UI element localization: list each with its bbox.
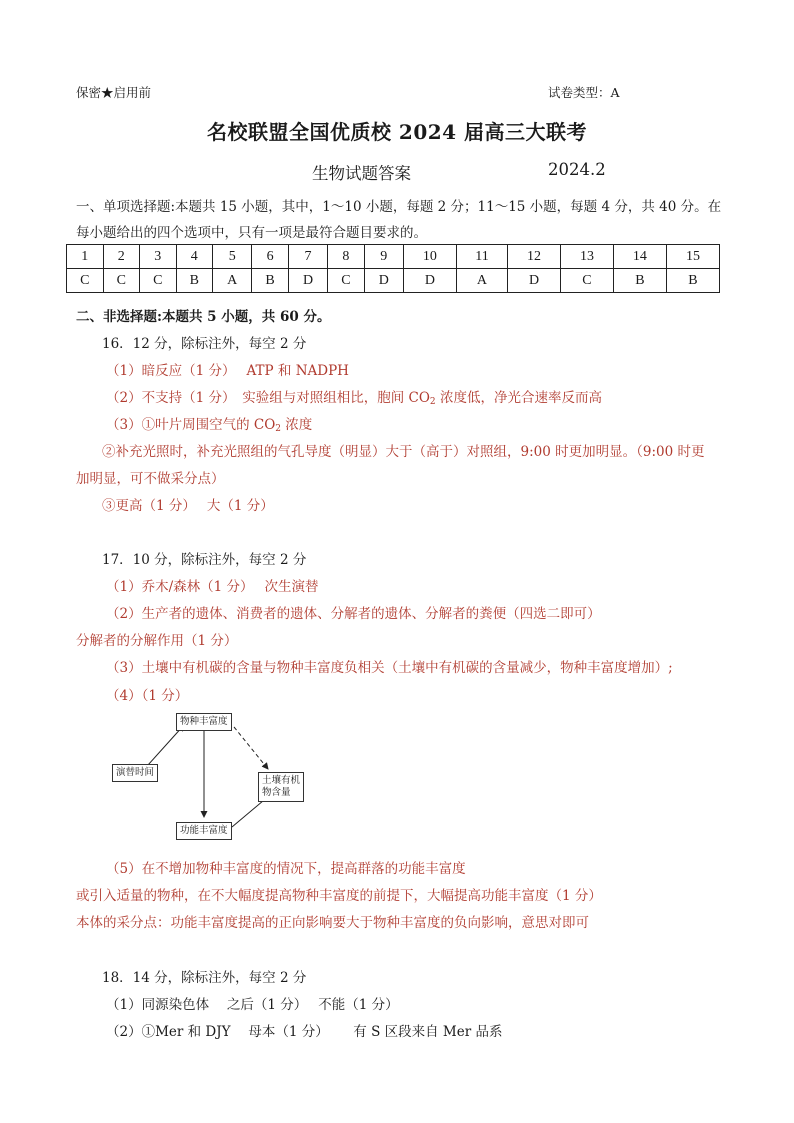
diagram-node-succession-time: 演替时间 bbox=[112, 764, 158, 782]
q17-answer-4: （4）（1 分） bbox=[106, 688, 189, 704]
answer-cell: C bbox=[328, 269, 365, 293]
arrow-species-to-soil-dashed bbox=[234, 727, 268, 769]
answer-cell: B bbox=[176, 269, 213, 293]
paper-type-label: 试卷类型：A bbox=[548, 85, 620, 100]
answer-cell: B bbox=[666, 269, 719, 293]
answer-cell: C bbox=[140, 269, 177, 293]
soil-label-line2: 物含量 bbox=[262, 787, 291, 798]
q16-answer-2-text-end: 浓度低，净光合速率反而高 bbox=[435, 390, 602, 406]
q18-heading: 18．14 分，除标注外，每空 2 分 bbox=[102, 970, 307, 986]
q17-heading: 17．10 分，除标注外，每空 2 分 bbox=[102, 552, 307, 568]
answer-cell: C bbox=[67, 269, 104, 293]
arrow-time-to-species bbox=[148, 725, 184, 765]
q17-answer-1: （1）乔木/森林（1 分） 次生演替 bbox=[106, 579, 319, 595]
q17-answer-5b: 或引入适量的物种，在不大幅度提高物种丰富度的前提下，大幅提高功能丰富度（1 分） bbox=[76, 888, 602, 904]
q17-answer-5c: 本体的采分点：功能丰富度提高的正向影响要大于物种丰富度的负向影响，意思对即可 bbox=[76, 915, 589, 931]
q17-answer-2b: 分解者的分解作用（1 分） bbox=[76, 633, 238, 649]
answer-cell: C bbox=[560, 269, 613, 293]
page-title: 名校联盟全国优质校 2024 届高三大联考 bbox=[206, 120, 588, 144]
q17-answer-2: （2）生产者的遗体、消费者的遗体、分解者的遗体、分解者的粪便（四选二即可） bbox=[106, 606, 601, 622]
page-subtitle: 生物试题答案 bbox=[312, 164, 411, 183]
answer-cell: D bbox=[403, 269, 456, 293]
answer-cell: C bbox=[103, 269, 140, 293]
question-number: 14 bbox=[613, 245, 666, 269]
subscript: 2 bbox=[275, 424, 282, 434]
question-number: 8 bbox=[328, 245, 365, 269]
confidential-label: 保密★启用前 bbox=[76, 85, 152, 100]
answer-table-answer-row bbox=[67, 269, 720, 293]
question-number: 10 bbox=[403, 245, 456, 269]
answer-cell: D bbox=[364, 269, 403, 293]
answer-cell: B bbox=[613, 269, 666, 293]
question-number: 1 bbox=[67, 245, 104, 269]
diagram-node-species-richness: 物种丰富度 bbox=[176, 713, 232, 731]
question-number: 5 bbox=[213, 245, 252, 269]
answer-cell: B bbox=[252, 269, 289, 293]
q16-answer-2-text: （2）不支持（1 分） 实验组与对照组相比，胞间 CO bbox=[106, 390, 430, 406]
diagram-node-functional-richness: 功能丰富度 bbox=[176, 822, 232, 840]
q17-answer-3: （3）土壤中有机碳的含量与物种丰富度负相关（土壤中有机碳的含量减少，物种丰富度增加）; bbox=[106, 660, 673, 676]
q18-answer-1: （1）同源染色体 之后（1 分） 不能（1 分） bbox=[106, 997, 399, 1013]
q18-answer-2: （2）①Mer 和 DJY 母本（1 分） 有 S 区段来自 Mer 品系 bbox=[106, 1024, 503, 1040]
section2-heading: 二、非选择题:本题共 5 小题，共 60 分。 bbox=[76, 309, 331, 325]
q16-answer-3 bbox=[106, 413, 312, 433]
question-number: 11 bbox=[456, 245, 507, 269]
subscript: 2 bbox=[429, 397, 436, 407]
answer-cell: D bbox=[288, 269, 327, 293]
q16-answer-2 bbox=[106, 386, 602, 406]
q16-answer-3b-line1: ②补充光照时，补充光照组的气孔导度（明显）大于（高于）对照组，9:00 时更加明显。（9:00 时更 bbox=[102, 444, 705, 460]
question-number: 12 bbox=[508, 245, 561, 269]
question-number: 7 bbox=[288, 245, 327, 269]
q17-answer-5: （5）在不增加物种丰富度的情况下，提高群落的功能丰富度 bbox=[106, 861, 466, 877]
question-number: 13 bbox=[560, 245, 613, 269]
diagram-node-soil-organic-matter bbox=[258, 772, 304, 802]
q16-answer-3b-line2: 加明显，可不做采分点） bbox=[76, 471, 225, 487]
answer-table-number-row bbox=[67, 245, 720, 269]
q16-answer-3c: ③更高（1 分） 大（1 分） bbox=[102, 498, 274, 514]
exam-date: 2024.2 bbox=[548, 160, 606, 179]
q16-answer-3-text: （3）①叶片周围空气的 CO bbox=[106, 417, 276, 433]
answer-cell: D bbox=[508, 269, 561, 293]
question-number: 4 bbox=[176, 245, 213, 269]
question-number: 2 bbox=[103, 245, 140, 269]
answer-table bbox=[66, 244, 720, 293]
section1-instructions-line2: 每小题给出的四个选项中，只有一项是最符合题目要求的。 bbox=[76, 225, 427, 241]
answer-cell: A bbox=[213, 269, 252, 293]
soil-label-line1: 土壤有机 bbox=[262, 775, 301, 786]
question-number: 3 bbox=[140, 245, 177, 269]
q16-answer-3-text-end: 浓度 bbox=[281, 417, 313, 433]
answer-cell: A bbox=[456, 269, 507, 293]
section1-instructions-line1: 一、单项选择题:本题共 15 小题，其中，1～10 小题，每题 2 分；11～15 小题，每题 4 分，共 40 分。在 bbox=[76, 199, 722, 215]
question-number: 15 bbox=[666, 245, 719, 269]
q16-answer-1: （1）暗反应（1 分） ATP 和 NADPH bbox=[106, 363, 349, 379]
question-number: 6 bbox=[252, 245, 289, 269]
question-number: 9 bbox=[364, 245, 403, 269]
q16-heading: 16．12 分，除标注外，每空 2 分 bbox=[102, 336, 307, 352]
